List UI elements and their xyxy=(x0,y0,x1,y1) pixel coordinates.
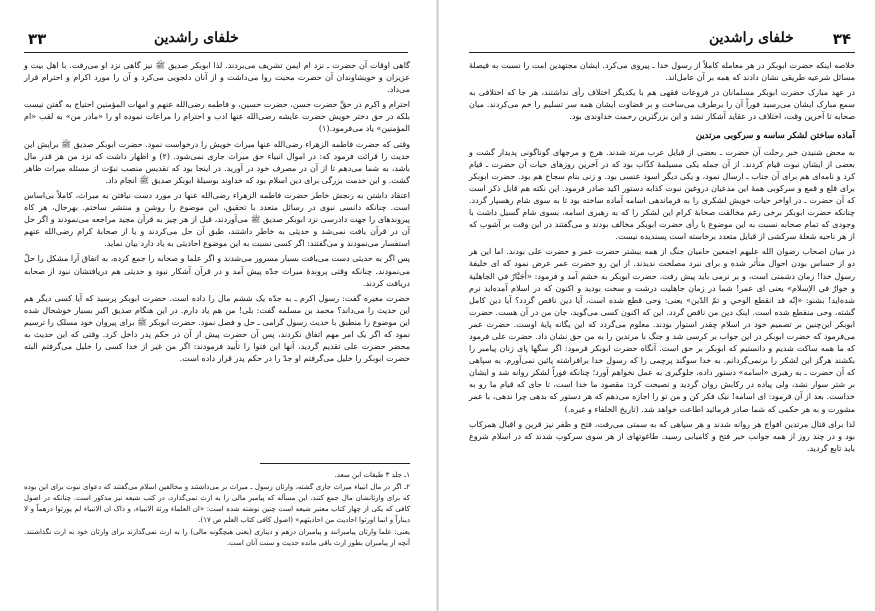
left-header-rule xyxy=(24,52,408,53)
right-page-number: ۳۴ xyxy=(832,30,851,48)
left-running-title: خلفای راشدین xyxy=(154,30,239,46)
left-page-number: ۳۳ xyxy=(28,30,47,48)
footnote: ۱ـ جلد ۳ طبقات ابن سعد. xyxy=(334,471,410,479)
left-paragraph: حضرت مغیره گفت: رسول اکرم ـ به جدّه یک ششم مال را داده است. حضرت ابوبکر پرسید که آیا کسی دیگر هم این حدیث را می‌داند؟ محمد بن مسلمه گفت: بلی! من هم یاد دارم. در این هنگام صدیق اکبر بسیار خوشحال شده این موضوع را منطبق با حدیث رسول گرامی ـ حل و فصل نمود. حضرت ابوبکر ﷺ برای پیروان خود مسلک را ترسیم نمود که اگر یک امر مهم اتفاق نکردند، پس آن حضرت پیش از آن در حکم پدر داخل کرد. وقتی که این حدیث به محضر حضرت علی تقدیم گردید، آنها این فتوا را تأیید فرمودند: اگر من غیر از خدا کسی را خلیل می‌گرفتم البته حضرت ابوبکر را خلیل می‌گرفتم او جدّ را در حکم پدر قرار داده است. xyxy=(24,293,410,364)
left-paragraph: گاهی اوقات آن حضرت ـ نزد ام ایمن تشریف می‌بردند. لذا ابوبکر صدیق ﷺ نیز گاهی نزد او می‌رفت. با اهل بیت و عزیزان و خویشاوندان آن حضرت محبت روا می‌داشت و از آنان دلجویی می‌کرد و آن را مورد اکرام و احترام قرار می‌داد. xyxy=(24,61,410,95)
right-page xyxy=(439,0,875,611)
right-paragraph: لذا برای قتال مرتدین افواج هر روانه شدند و هر سپاهی که به سمتی می‌رفت، فتح و ظفر نیز قرین و اقبال همرکاب بود و در چند روز از همه جوانب خبر فتح و کامیابی رسید. طاغوتهای از هر سوی سرکوب شدند که در اسلام شروع باید تابع گرديد. xyxy=(469,419,855,453)
right-running-title: خلفای راشدین xyxy=(709,30,794,46)
footnote: یعنی: علما وارثان پیامبرانند و پیامبران درهم و دیناری (یعنی هیچگونه مالی) را به ارث نمی‌گذارند برای وارثان خود به ارث نگذاشتند. آنچه از پیامبران بطور ارث باقی مانده حدیث و سنت آنان است. xyxy=(24,528,410,547)
right-header-rule xyxy=(469,52,855,53)
left-footnotes xyxy=(24,470,410,550)
footnote-rule xyxy=(260,463,410,464)
right-body-text xyxy=(469,60,855,600)
left-paragraph: احترام و اکرم در حقِّ حضرت حسن، حضرت حسین، و فاطمه رضی‌الله عنهم و امهات المؤمنین احتیاج به گفتن نیست بلکه در حق دختر خویش حضرت عایشه رضی‌الله عنها ادب و احترام را مراعات نموده او را «مادر من» به لقب «ام المؤمنین» یاد می‌فرمود.(۱) xyxy=(24,100,410,134)
right-paragraph: در میان اصحاب رضوان الله علیهم اجمعین حامیان جنگ از همه بیشتر حضرت عمر و حضرت علی بودند. اما این هر دو از حساس بودن احوال متأثر شده و برای نبرد مصلحت ندیدند. از این رو حضرت عمر عرض نمود که ای خلیفهٔ رسول خدا! زمان دشمنی است، و بر نرمی باید پیش رفت. حضرت ابوبکر به خشم آمد و فرمود: «أَجَبَّارٌ في الجاهلية و خوارٌ في الإسلام» یعنی ای عمر! شما در زمان جاهلیت درشت و سخت بودید و اکنون که در اسلام آمده‌اید نرم شده‌اید! بشنو: «إنّه قد انقطع الوحي و تمّ الدّين» یعنی: وحی قطع شده است، آیا دین ناقص گردد؟ آیا دین کامل گشته، وحی منقطع شده است. اینک دین من ناقص گردد. این که اکنون کسی می‌گوید، جان من در آن هست. حضرت ابوبکر این‌چنین بر تصمیم خود در اسلام چقدر استوار بودند. معلوم می‌گردد که این یگانه پایهٔ اوست. حضرت عمر می‌فرمود که حضرت ابوبکر در این جواب بر کرسی شد و جنگ با مرتدین را به من حق نشان داد. حضرت علی فرمود که ما همه ساکت شدیم و دانستیم که ابوبکر بر حق است. آنگاه حضرت ابوبکر فرمود: اگر سگها پای زنان پیامبر را بکشند هرگز این لشکر را برنمی‌گردانم. به خدا سوگند پرچمی را که رسول خدا برافراشته پائین نمی‌آورم. به سپاهی که آن حضرت ـ به رهبری «اسامه» دستور داده، جلوگیری به عمل نخواهم آورد؛ چنانکه فوراً لشکر روانه شد و ایشان بر شتر سوار نشد، ولی پیاده در رکابش روان گردید و نصیحت کرد: مقصود ما خدا است، تا جای که قیام ما رو به خداست. بعد از آن فرمود: ای اسامه! نیک فکر کن و من تو را اجازه می‌دهم که هر دستور که بدهی چرا ندهی، با عمر مشورت و به هر حکمی که شما صادر فرمائید اطاعت خواهد شد. (تاریخ الخلفاء و غیره.) xyxy=(469,247,856,414)
right-running-head xyxy=(469,30,855,56)
right-paragraph: در عهد مبارک حضرت ابوبکر مسلمانان در فروعات فقهی هم با یکدیگر اختلاف رأی نداشتند، هر جا که اختلافی به سمع مبارک ایشان می‌رسید فوراً آن را برطرف می‌ساخت و بر قضاوت ایشان همه سر تسلیم را خم می‌کردند. میان صحابه تا آخرین وقت، اختلاف در عقاید آشکار نشد و این بزرگترین رحمت خداوندی بود. xyxy=(469,88,855,122)
right-paragraph: به محض شنیدن خبر رحلت آن حضرت ـ بعضی از قبایل عرب مرتد شدند. هرج و مرجهای گوناگونی پدیدار گشت و بعضی از ایشان نبوت قیام کردند. از آن جمله یکی مسیلمهٔ کذّاب بود که در آخرین روزهای حیات آن حضرت ـ قیام کرد و نامه‌ای هم برای آن جناب ـ ارسال نمود، و یکی دیگر اسود عنسی بود. و زنی بنام سجاح هم بود. حضرت ابوبکر برای قلع و قمع و سرکوبی همهٔ این مدعیان دروغین نبوت کذابه دستور اکید صادر فرمود. این نکته هم قابل ذکر است که آن حضرت ـ در اواخر حیات خویش لشکری را به فرماندهی اسامه آماده ساخته بود تا به سوی شام رهسپار گردد. چنانکه حضرت ابوبکر برخی رغم مخالفت صحابهٔ کرام این لشکر را که به رهبری اسامه، بسوی شام گسیل داشت با وجودی که تمام صحابه نسبت به این موضوع با رأی حضرت ابوبکر مخالف بودند و می‌گفتند در این وقت بر آشوب که از هر ناحیه شعلهٔ سرکشی از قبایل متعدد برخاسته است پسندیده نیست. xyxy=(469,147,856,242)
right-paragraph: خلاصه اینکه حضرت ابوبکر در هر معامله کاملاً از رسول خدا ـ پیروی می‌کرد. ایشان مجتهدین امت را نسبت به فیصلهٔ مسائل شرعیه طریقی نشان دادند که همه بر آن عامل‌اند. xyxy=(469,61,855,83)
left-paragraph: وقتی که حضرت فاطمه الزهراء رضی‌الله عنها میراث خویش را درخواست نمود. حضرت ابوبکر صدیق ﷺ برایش این حدیث را قرائت فرمود که: در اموال انبیاء حق میراث جاری نمی‌شود. (۲) و اظهار داشت که نزد من هر قدر مال باشد، به شما می‌دهم تا از آن در مصرف خود در آورید. در اینجا بود که تقدیس منصب نبوّت از مسئله میراث ظاهر گشت. و این خدمت بزرگی برای دین اسلام بود که خداوند بوسیلهٔ ابوبکر صدیق ﷺ انجام داد. xyxy=(24,139,410,185)
left-body-text xyxy=(24,60,410,420)
section-heading: آماده ساختن لشکر ساسه و سرکوبی مرتدین xyxy=(695,131,855,142)
left-paragraph: اعتقاد داشتن به رنجش خاطر حضرت فاطمه الزهراء رضی‌الله عنها در مورد دست نیافتن به میراث، کاملاً بی‌اساس است. چنانکه دانسی نبوی در رسائل متعدد با تحقیق، این موضوع را روشن و منتشر ساختم. بهرحال، هر کاه پیروندهای را جهت دادرسی نزد ابوبکر صدیق ﷺ می‌آوردند، قبل از هر چیز به قرآن مجید مراجعه می‌نمودند و اگر حل آن در قرآن یافت نمی‌شد و حدیثی به خاطر داشتند، طبق آن حل می‌کردند و یا از صحابهٔ کرام رضی‌الله عنهم استفسار می‌نمودند و می‌گفتند: اگر کسی نسبت به این موضوع احادیثی به یاد دارد بیان نماید. xyxy=(24,190,410,249)
left-page xyxy=(0,0,436,611)
footnote: ۲ـ اگر در مال انبیاء میراث جاری گشته، وارثان رسول ـ میراث بر می‌داشتند و مخالفین اسلام می‌گفتند که دعوای نبوت برای این بوده که برای وارثانشان مال جمع کنند. این مسأله که پیامبر مالی را به ارث نمی‌گذارد، در کتب شیعه نیز مذکور است. چنانکه در اصول کافی که یکی از چهار کتاب معتبر شیعه است چنین نوشته شده است: «ان العلماء ورثة الانبیاء، و ذاک ان الانبیاء لم یورثوا درهماً و لا دیناراً و انما اورثوا احادیث من احادیثهم» (اصول کافی کتاب العلم ص ۱۷). xyxy=(24,483,410,524)
left-running-head xyxy=(24,30,408,56)
left-paragraph: پس اگر به حدیثی دست می‌یافت بسیار مسرور می‌شدند و اگر علما و صحابه را جمع کرده، به اتفاق آرا مشکل را حلّ می‌نمودند. چنانکه وقتی پروندهٔ میراث جدّه پیش آمد و در قرآن آشکار نبود و حدیثی هم دریافتشان نبود از صحابه دریافت کردند. xyxy=(24,254,410,288)
